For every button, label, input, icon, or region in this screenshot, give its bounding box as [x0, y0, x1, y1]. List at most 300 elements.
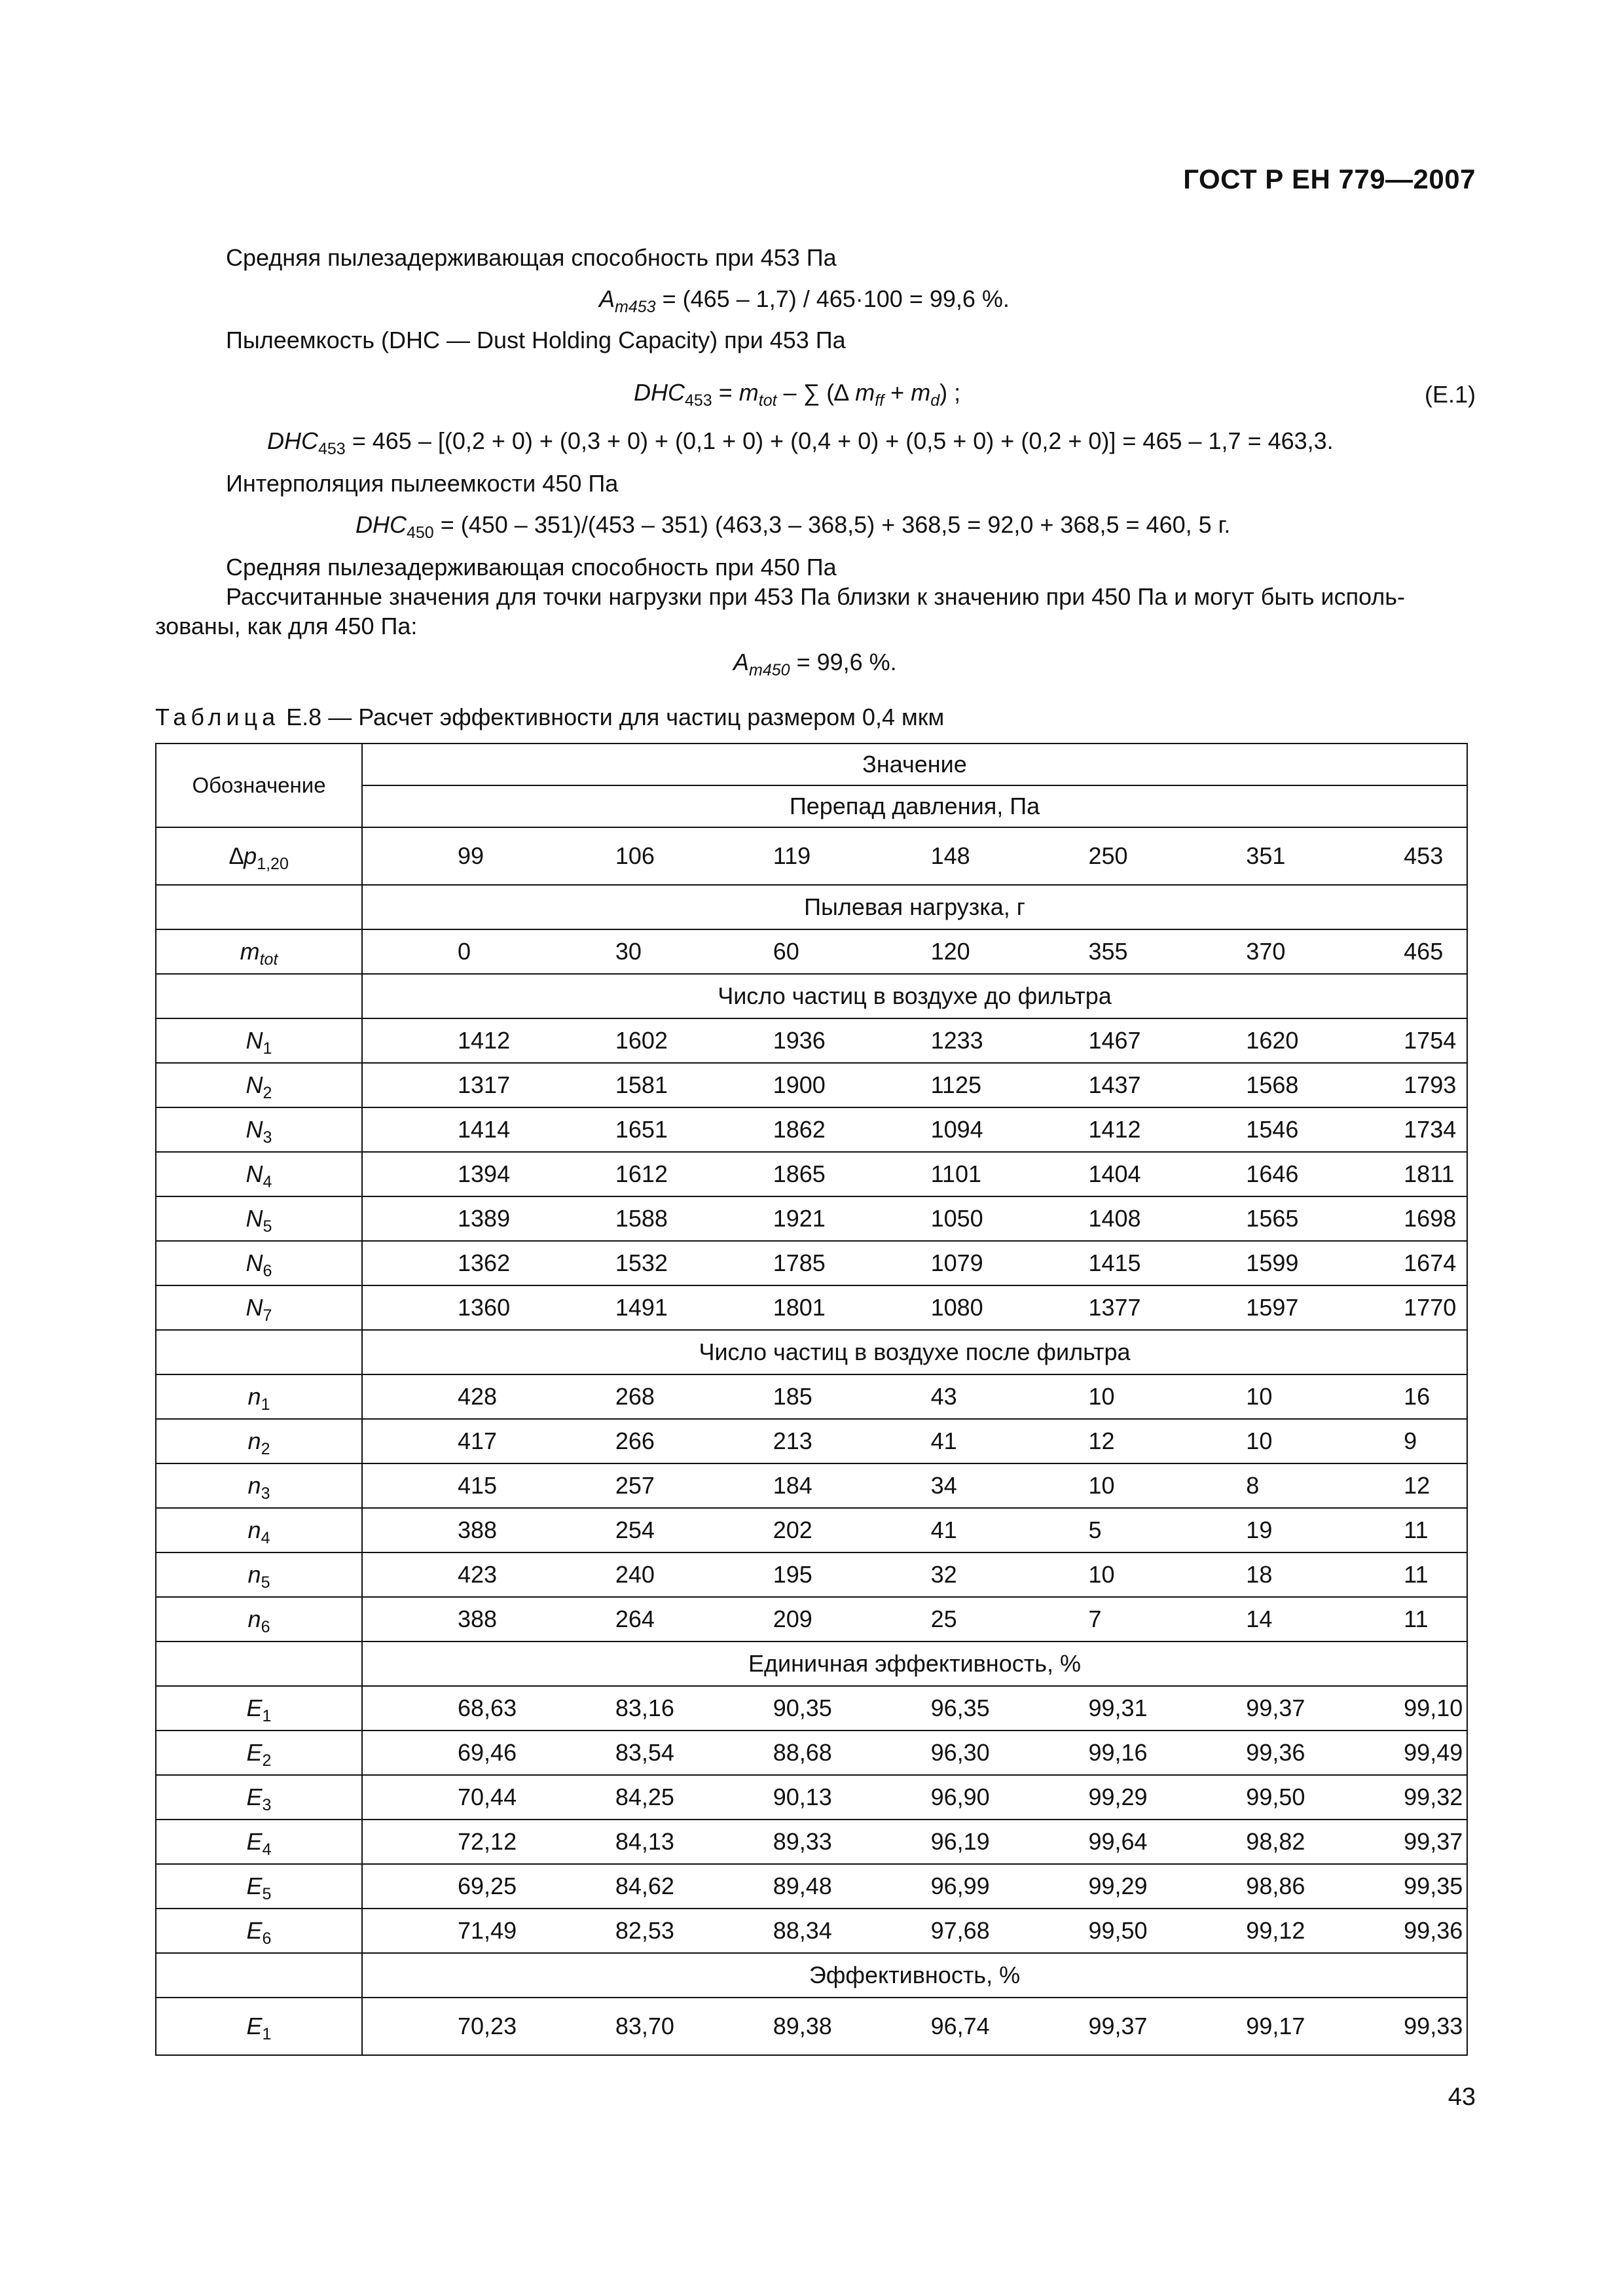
row-values: [362, 1463, 1467, 1508]
row-symbol: [156, 1731, 362, 1775]
table-cell: 83,54: [615, 1739, 674, 1766]
table-cell: 1865: [773, 1160, 826, 1187]
table-cell: 99,31: [1088, 1695, 1148, 1721]
table-cell: 11: [1404, 1561, 1429, 1588]
table-cell: 89,33: [773, 1828, 832, 1855]
table-cell: 1317: [458, 1071, 511, 1098]
table-cell: 106: [615, 842, 655, 869]
table-cell: 84,13: [615, 1828, 674, 1855]
eq-subscript: m450: [749, 661, 790, 679]
table-row: [156, 1731, 1467, 1775]
row-values: [362, 929, 1467, 974]
row-symbol: [156, 929, 362, 974]
table-cell: 388: [458, 1516, 498, 1543]
table-row: [156, 1552, 1467, 1597]
table-cell: 417: [458, 1427, 498, 1454]
equation-am453: [599, 285, 1010, 314]
symbol-subscript: 3: [262, 1796, 272, 1814]
table-cell: 1936: [773, 1027, 826, 1054]
eq-subscript: 453: [685, 391, 712, 410]
row-symbol: [156, 1909, 362, 1953]
table-row: [156, 1063, 1467, 1107]
section-row: [156, 1641, 1467, 1686]
row-symbol: [156, 1107, 362, 1152]
table-cell: 1415: [1088, 1249, 1141, 1276]
symbol-subscript: 4: [263, 1173, 272, 1191]
table-cell: 1362: [458, 1249, 511, 1276]
row-symbol: [156, 827, 362, 885]
eq-symbol: DHC: [356, 511, 407, 538]
table-cell: 99,10: [1404, 1695, 1463, 1721]
row-symbol: [156, 1241, 362, 1285]
table-cell: 99,35: [1404, 1873, 1463, 1899]
table-cell: 99,16: [1088, 1739, 1148, 1766]
table-cell: 12: [1404, 1472, 1431, 1499]
table-cell: 83,16: [615, 1695, 674, 1721]
table-caption: [155, 704, 944, 731]
eq-subscript: d: [930, 391, 940, 410]
table-cell: 69,25: [458, 1873, 517, 1899]
table-cell: 10: [1088, 1472, 1115, 1499]
table-row: [156, 1909, 1467, 1953]
data-table: [155, 743, 1468, 2056]
symbol-subscript: 5: [263, 1217, 272, 1236]
table-cell: 1377: [1088, 1294, 1141, 1321]
row-symbol: [156, 1374, 362, 1419]
symbol-subscript: 6: [261, 1618, 270, 1636]
eq-symbol: DHC: [267, 427, 318, 454]
table-cell: 88,68: [773, 1739, 832, 1766]
table-cell: 1125: [930, 1071, 981, 1098]
symbol-letter: N: [246, 1027, 263, 1054]
row-values: [362, 1018, 1467, 1063]
symbol-letter: n: [247, 1561, 261, 1588]
section-row: [156, 974, 1467, 1018]
row-symbol: [156, 1018, 362, 1063]
row-values: [362, 1864, 1467, 1909]
table-cell: 99,29: [1088, 1873, 1148, 1899]
eq-body: = (465 – 1,7) / 465·100 = 99,6 %.: [655, 285, 1010, 312]
table-cell: 34: [930, 1472, 957, 1499]
paragraph-line: зованы, как для 450 Па:: [155, 613, 418, 639]
table-cell: 30: [615, 938, 642, 965]
symbol-letter: n: [247, 1427, 261, 1454]
table-cell: 202: [773, 1516, 812, 1543]
symbol-letter: N: [246, 1071, 263, 1098]
table-cell: 1437: [1088, 1071, 1141, 1098]
paragraph: Пылеемкость (DHC — Dust Holding Capacity) при 453 Па: [226, 327, 846, 353]
table-cell: 71,49: [458, 1917, 517, 1944]
row-values: [362, 1063, 1467, 1107]
table-row: [156, 1285, 1467, 1330]
caption-label: Таблица: [155, 704, 280, 730]
row-symbol: [156, 1152, 362, 1196]
table-cell: 213: [773, 1427, 812, 1454]
table-cell: 99,37: [1246, 1695, 1305, 1721]
table-cell: 10: [1246, 1427, 1273, 1454]
table-cell: 90,13: [773, 1784, 832, 1810]
table-cell: 1467: [1088, 1027, 1141, 1054]
row-values: [362, 1686, 1467, 1731]
table-cell: 1734: [1404, 1116, 1457, 1143]
table-cell: 10: [1088, 1383, 1115, 1410]
row-values: [362, 1731, 1467, 1775]
symbol-subscript: 4: [261, 1529, 270, 1547]
table-row: [156, 929, 1467, 974]
table-cell: 99,29: [1088, 1784, 1148, 1810]
table-cell: 1079: [930, 1249, 983, 1276]
table-cell: 428: [458, 1383, 498, 1410]
eq-text: +: [884, 379, 911, 406]
row-values: [362, 1508, 1467, 1552]
table-cell: 257: [615, 1472, 655, 1499]
table-row: [156, 1196, 1467, 1241]
table-cell: 99: [458, 842, 484, 869]
table-cell: 266: [615, 1427, 655, 1454]
row-symbol: [156, 1463, 362, 1508]
empty-cell: [156, 885, 362, 929]
table-cell: 195: [773, 1561, 812, 1588]
table-cell: 355: [1088, 938, 1128, 965]
table-cell: 120: [930, 938, 970, 965]
table-cell: 1233: [930, 1027, 983, 1054]
table-row: [156, 1820, 1467, 1864]
table-cell: 1785: [773, 1249, 826, 1276]
table-cell: 98,86: [1246, 1873, 1305, 1899]
table-cell: 1900: [773, 1071, 826, 1098]
table-cell: 1581: [615, 1071, 668, 1098]
table-cell: 1546: [1246, 1116, 1299, 1143]
table-cell: 1080: [930, 1294, 983, 1321]
row-values: [362, 1107, 1467, 1152]
symbol-subscript: 3: [261, 1484, 270, 1503]
table-cell: 1491: [615, 1294, 668, 1321]
table-row: [156, 1998, 1467, 2055]
table-cell: 99,36: [1404, 1917, 1463, 1944]
table-cell: 11: [1404, 1605, 1429, 1632]
table-cell: 1360: [458, 1294, 511, 1321]
table-cell: 1389: [458, 1205, 511, 1232]
table-cell: 268: [615, 1383, 655, 1410]
document-header: ГОСТ Р ЕН 779—2007: [1183, 164, 1476, 194]
symbol-letter: E: [246, 1784, 263, 1810]
table-cell: 96,90: [930, 1784, 990, 1810]
table-row: [156, 1241, 1467, 1285]
symbol-letter: N: [246, 1249, 263, 1276]
paragraph: Средняя пылезадерживающая способность при 453 Па: [226, 244, 837, 271]
table-cell: 72,12: [458, 1828, 517, 1855]
symbol-letter: E: [246, 2013, 263, 2039]
table-cell: 70,44: [458, 1784, 517, 1810]
table-cell: 1862: [773, 1116, 826, 1143]
table-cell: 82,53: [615, 1917, 674, 1944]
table-cell: 0: [458, 938, 471, 965]
table-cell: 60: [773, 938, 799, 965]
symbol-letter: m: [240, 938, 260, 965]
row-values: [362, 1152, 1467, 1196]
section-label: Число частиц в воздухе после фильтра: [362, 1330, 1467, 1374]
symbol-letter: n: [247, 1605, 261, 1632]
section-label: Единичная эффективность, %: [362, 1641, 1467, 1686]
row-values: [362, 1241, 1467, 1285]
table-row: [156, 1152, 1467, 1196]
table-cell: 453: [1404, 842, 1444, 869]
symbol-subscript: 5: [261, 1573, 270, 1592]
symbol-subscript: 6: [263, 1262, 272, 1280]
row-symbol: [156, 1775, 362, 1820]
section-label: Число частиц в воздухе до фильтра: [362, 974, 1467, 1018]
equation-number: (E.1): [1424, 381, 1476, 408]
eq-body: = (450 – 351)/(453 – 351) (463,3 – 368,5) + 368,5 = 92,0 + 368,5 = 460, 5 г.: [433, 511, 1231, 538]
eq-subscript: tot: [758, 391, 777, 410]
table-cell: 1801: [773, 1294, 826, 1321]
symbol-subscript: 7: [263, 1306, 272, 1325]
table-cell: 83,70: [615, 2013, 674, 2039]
table-cell: 96,99: [930, 1873, 990, 1899]
table-cell: 16: [1404, 1383, 1431, 1410]
symbol-letter: n: [247, 1516, 261, 1543]
table-cell: 18: [1246, 1561, 1273, 1588]
table-cell: 19: [1246, 1516, 1273, 1543]
row-symbol: [156, 1998, 362, 2055]
table-cell: 14: [1246, 1605, 1273, 1632]
table-row: [156, 1374, 1467, 1419]
eq-body: = 99,6 %.: [790, 649, 897, 675]
table-row: [156, 1775, 1467, 1820]
table-cell: 423: [458, 1561, 498, 1588]
symbol-letter: E: [246, 1739, 263, 1766]
table-cell: 8: [1246, 1472, 1260, 1499]
symbol-letter: E: [246, 1695, 263, 1721]
table-cell: 96,74: [930, 2013, 990, 2039]
table-cell: 10: [1246, 1383, 1273, 1410]
table-row: [156, 1419, 1467, 1463]
empty-cell: [156, 974, 362, 1018]
row-values: [362, 1285, 1467, 1330]
table-cell: 1674: [1404, 1249, 1457, 1276]
table-cell: 5: [1088, 1516, 1102, 1543]
table-cell: 148: [930, 842, 970, 869]
table-cell: 1602: [615, 1027, 668, 1054]
table-row: [156, 1107, 1467, 1152]
table-cell: 184: [773, 1472, 812, 1499]
table-cell: 1568: [1246, 1071, 1299, 1098]
table-cell: 1646: [1246, 1160, 1299, 1187]
table-cell: 1620: [1246, 1027, 1299, 1054]
table-cell: 99,50: [1246, 1784, 1305, 1810]
table-cell: 1793: [1404, 1071, 1457, 1098]
table-cell: 388: [458, 1605, 498, 1632]
table-cell: 1612: [615, 1160, 668, 1187]
table-cell: 70,23: [458, 2013, 517, 2039]
table-cell: 97,68: [930, 1917, 990, 1944]
table-cell: 99,49: [1404, 1739, 1463, 1766]
eq-subscript: m453: [615, 298, 656, 316]
section-row: [156, 1330, 1467, 1374]
table-cell: 1921: [773, 1205, 826, 1232]
symbol-letter: ∆p: [229, 842, 257, 869]
eq-subscript: ff: [875, 391, 884, 410]
table-cell: 1597: [1246, 1294, 1299, 1321]
table-cell: 240: [615, 1561, 655, 1588]
table-cell: 1588: [615, 1205, 668, 1232]
equation-e1: [634, 378, 961, 410]
table-cell: 96,35: [930, 1695, 990, 1721]
section-label: Эффективность, %: [362, 1953, 1467, 1998]
equation-am450: [733, 648, 897, 677]
table-cell: 99,32: [1404, 1784, 1463, 1810]
symbol-letter: N: [246, 1116, 263, 1143]
symbol-letter: N: [246, 1294, 263, 1321]
row-symbol: [156, 1285, 362, 1330]
symbol-subscript: 1: [261, 1395, 270, 1414]
table-cell: 68,63: [458, 1695, 517, 1721]
symbol-subscript: 2: [262, 1751, 272, 1770]
symbol-letter: E: [246, 1873, 263, 1899]
symbol-subscript: 1: [263, 1039, 272, 1058]
symbol-letter: n: [247, 1383, 261, 1410]
symbol-letter: N: [246, 1160, 263, 1187]
table-cell: 9: [1404, 1427, 1417, 1454]
table-cell: 1404: [1088, 1160, 1141, 1187]
paragraph-line: Рассчитанные значения для точки нагрузки при 453 Па близки к значению при 450 Па и могут быть исполь-: [226, 583, 1406, 610]
symbol-subscript: 1: [262, 1707, 272, 1725]
empty-cell: [156, 1953, 362, 1998]
row-symbol: [156, 1686, 362, 1731]
table-row: [156, 1597, 1467, 1641]
row-values: [362, 1196, 1467, 1241]
caption-text: Е.8 — Расчет эффективности для частиц размером 0,4 мкм: [280, 704, 945, 730]
table-cell: 99,64: [1088, 1828, 1148, 1855]
table-cell: 1599: [1246, 1249, 1299, 1276]
section-row: [156, 885, 1467, 929]
symbol-subscript: 2: [263, 1084, 272, 1102]
table-cell: 99,37: [1088, 2013, 1148, 2039]
symbol-subscript: 3: [263, 1128, 272, 1147]
table-row: [156, 1018, 1467, 1063]
table-cell: 1698: [1404, 1205, 1457, 1232]
table-cell: 1050: [930, 1205, 983, 1232]
row-values: [362, 1597, 1467, 1641]
table-cell: 1412: [458, 1027, 511, 1054]
table-cell: 1408: [1088, 1205, 1141, 1232]
table-cell: 11: [1404, 1516, 1429, 1543]
table-cell: 1532: [615, 1249, 668, 1276]
eq-symbol: A: [599, 285, 615, 312]
table-cell: 98,82: [1246, 1828, 1305, 1855]
eq-body: = 465 – [(0,2 + 0) + (0,3 + 0) + (0,1 + 0) + (0,4 + 0) + (0,5 + 0) + (0,2 + 0)] = 465 – 1,7 = 463,3.: [345, 427, 1334, 454]
eq-symbol: m: [911, 379, 931, 406]
table-cell: 1811: [1404, 1160, 1455, 1187]
table-cell: 264: [615, 1605, 655, 1632]
equation-dhc450: [356, 511, 1231, 542]
section-row: [156, 1953, 1467, 1998]
symbol-subscript: tot: [259, 950, 278, 969]
table-cell: 25: [930, 1605, 957, 1632]
section-label: Пылевая нагрузка, г: [362, 885, 1467, 929]
eq-symbol: m: [739, 379, 759, 406]
table-cell: 1412: [1088, 1116, 1141, 1143]
table-cell: 465: [1404, 938, 1444, 965]
table-cell: 370: [1246, 938, 1286, 965]
symbol-letter: E: [246, 1828, 263, 1855]
eq-symbol: m: [855, 379, 875, 406]
table-cell: 84,25: [615, 1784, 674, 1810]
table-cell: 1770: [1404, 1294, 1457, 1321]
table-cell: 88,34: [773, 1917, 832, 1944]
symbol-letter: n: [247, 1472, 261, 1499]
eq-text: =: [712, 379, 739, 406]
table-cell: 415: [458, 1472, 498, 1499]
table-cell: 96,30: [930, 1739, 990, 1766]
table-cell: 7: [1088, 1605, 1102, 1632]
symbol-subscript: 4: [262, 1840, 272, 1859]
col-header-value: Значение: [362, 744, 1467, 785]
row-symbol: [156, 1419, 362, 1463]
row-symbol: [156, 1864, 362, 1909]
table-cell: 185: [773, 1383, 812, 1410]
row-values: [362, 1909, 1467, 1953]
eq-subscript: 450: [407, 524, 434, 542]
row-symbol: [156, 1597, 362, 1641]
symbol-subscript: 1,20: [257, 855, 289, 873]
symbol-subscript: 2: [261, 1440, 270, 1458]
eq-text: ) ;: [939, 379, 961, 406]
table-cell: 250: [1088, 842, 1128, 869]
paragraph: Средняя пылезадерживающая способность при 450 Па: [226, 554, 837, 581]
table-row: [156, 1463, 1467, 1508]
table-cell: 99,33: [1404, 2013, 1463, 2039]
table-cell: 10: [1088, 1561, 1115, 1588]
row-symbol: [156, 1508, 362, 1552]
symbol-subscript: 6: [262, 1929, 272, 1948]
row-symbol: [156, 1820, 362, 1864]
symbol-letter: E: [246, 1917, 263, 1944]
eq-symbol: DHC: [634, 379, 685, 406]
row-values: [362, 1998, 1467, 2055]
row-symbol: [156, 1196, 362, 1241]
table-cell: 90,35: [773, 1695, 832, 1721]
table-cell: 32: [930, 1561, 957, 1588]
table-cell: 69,46: [458, 1739, 517, 1766]
equation-dhc453: [267, 427, 1334, 456]
row-values: [362, 1374, 1467, 1419]
row-symbol: [156, 1063, 362, 1107]
table-row: [156, 1508, 1467, 1552]
table-cell: 254: [615, 1516, 655, 1543]
table-cell: 12: [1088, 1427, 1115, 1454]
eq-text: – ∑ (∆: [776, 379, 856, 406]
row-values: [362, 1419, 1467, 1463]
row-values: [362, 1775, 1467, 1820]
table-cell: 1754: [1404, 1027, 1457, 1054]
symbol-letter: N: [246, 1205, 263, 1232]
paragraph: Интерполяция пылеемкости 450 Па: [226, 470, 619, 497]
table-cell: 99,17: [1246, 2013, 1305, 2039]
table-cell: 1565: [1246, 1205, 1299, 1232]
row-values: [362, 1820, 1467, 1864]
row-values: [362, 827, 1467, 885]
table-row: [156, 1864, 1467, 1909]
page-number: 43: [1448, 2083, 1476, 2111]
table-cell: 99,50: [1088, 1917, 1148, 1944]
row-symbol: [156, 1552, 362, 1597]
table-cell: 84,62: [615, 1873, 674, 1899]
table-cell: 89,38: [773, 2013, 832, 2039]
table-cell: 96,19: [930, 1828, 990, 1855]
col-header-pressure: Перепад давления, Па: [362, 785, 1467, 827]
eq-symbol: A: [733, 649, 750, 675]
